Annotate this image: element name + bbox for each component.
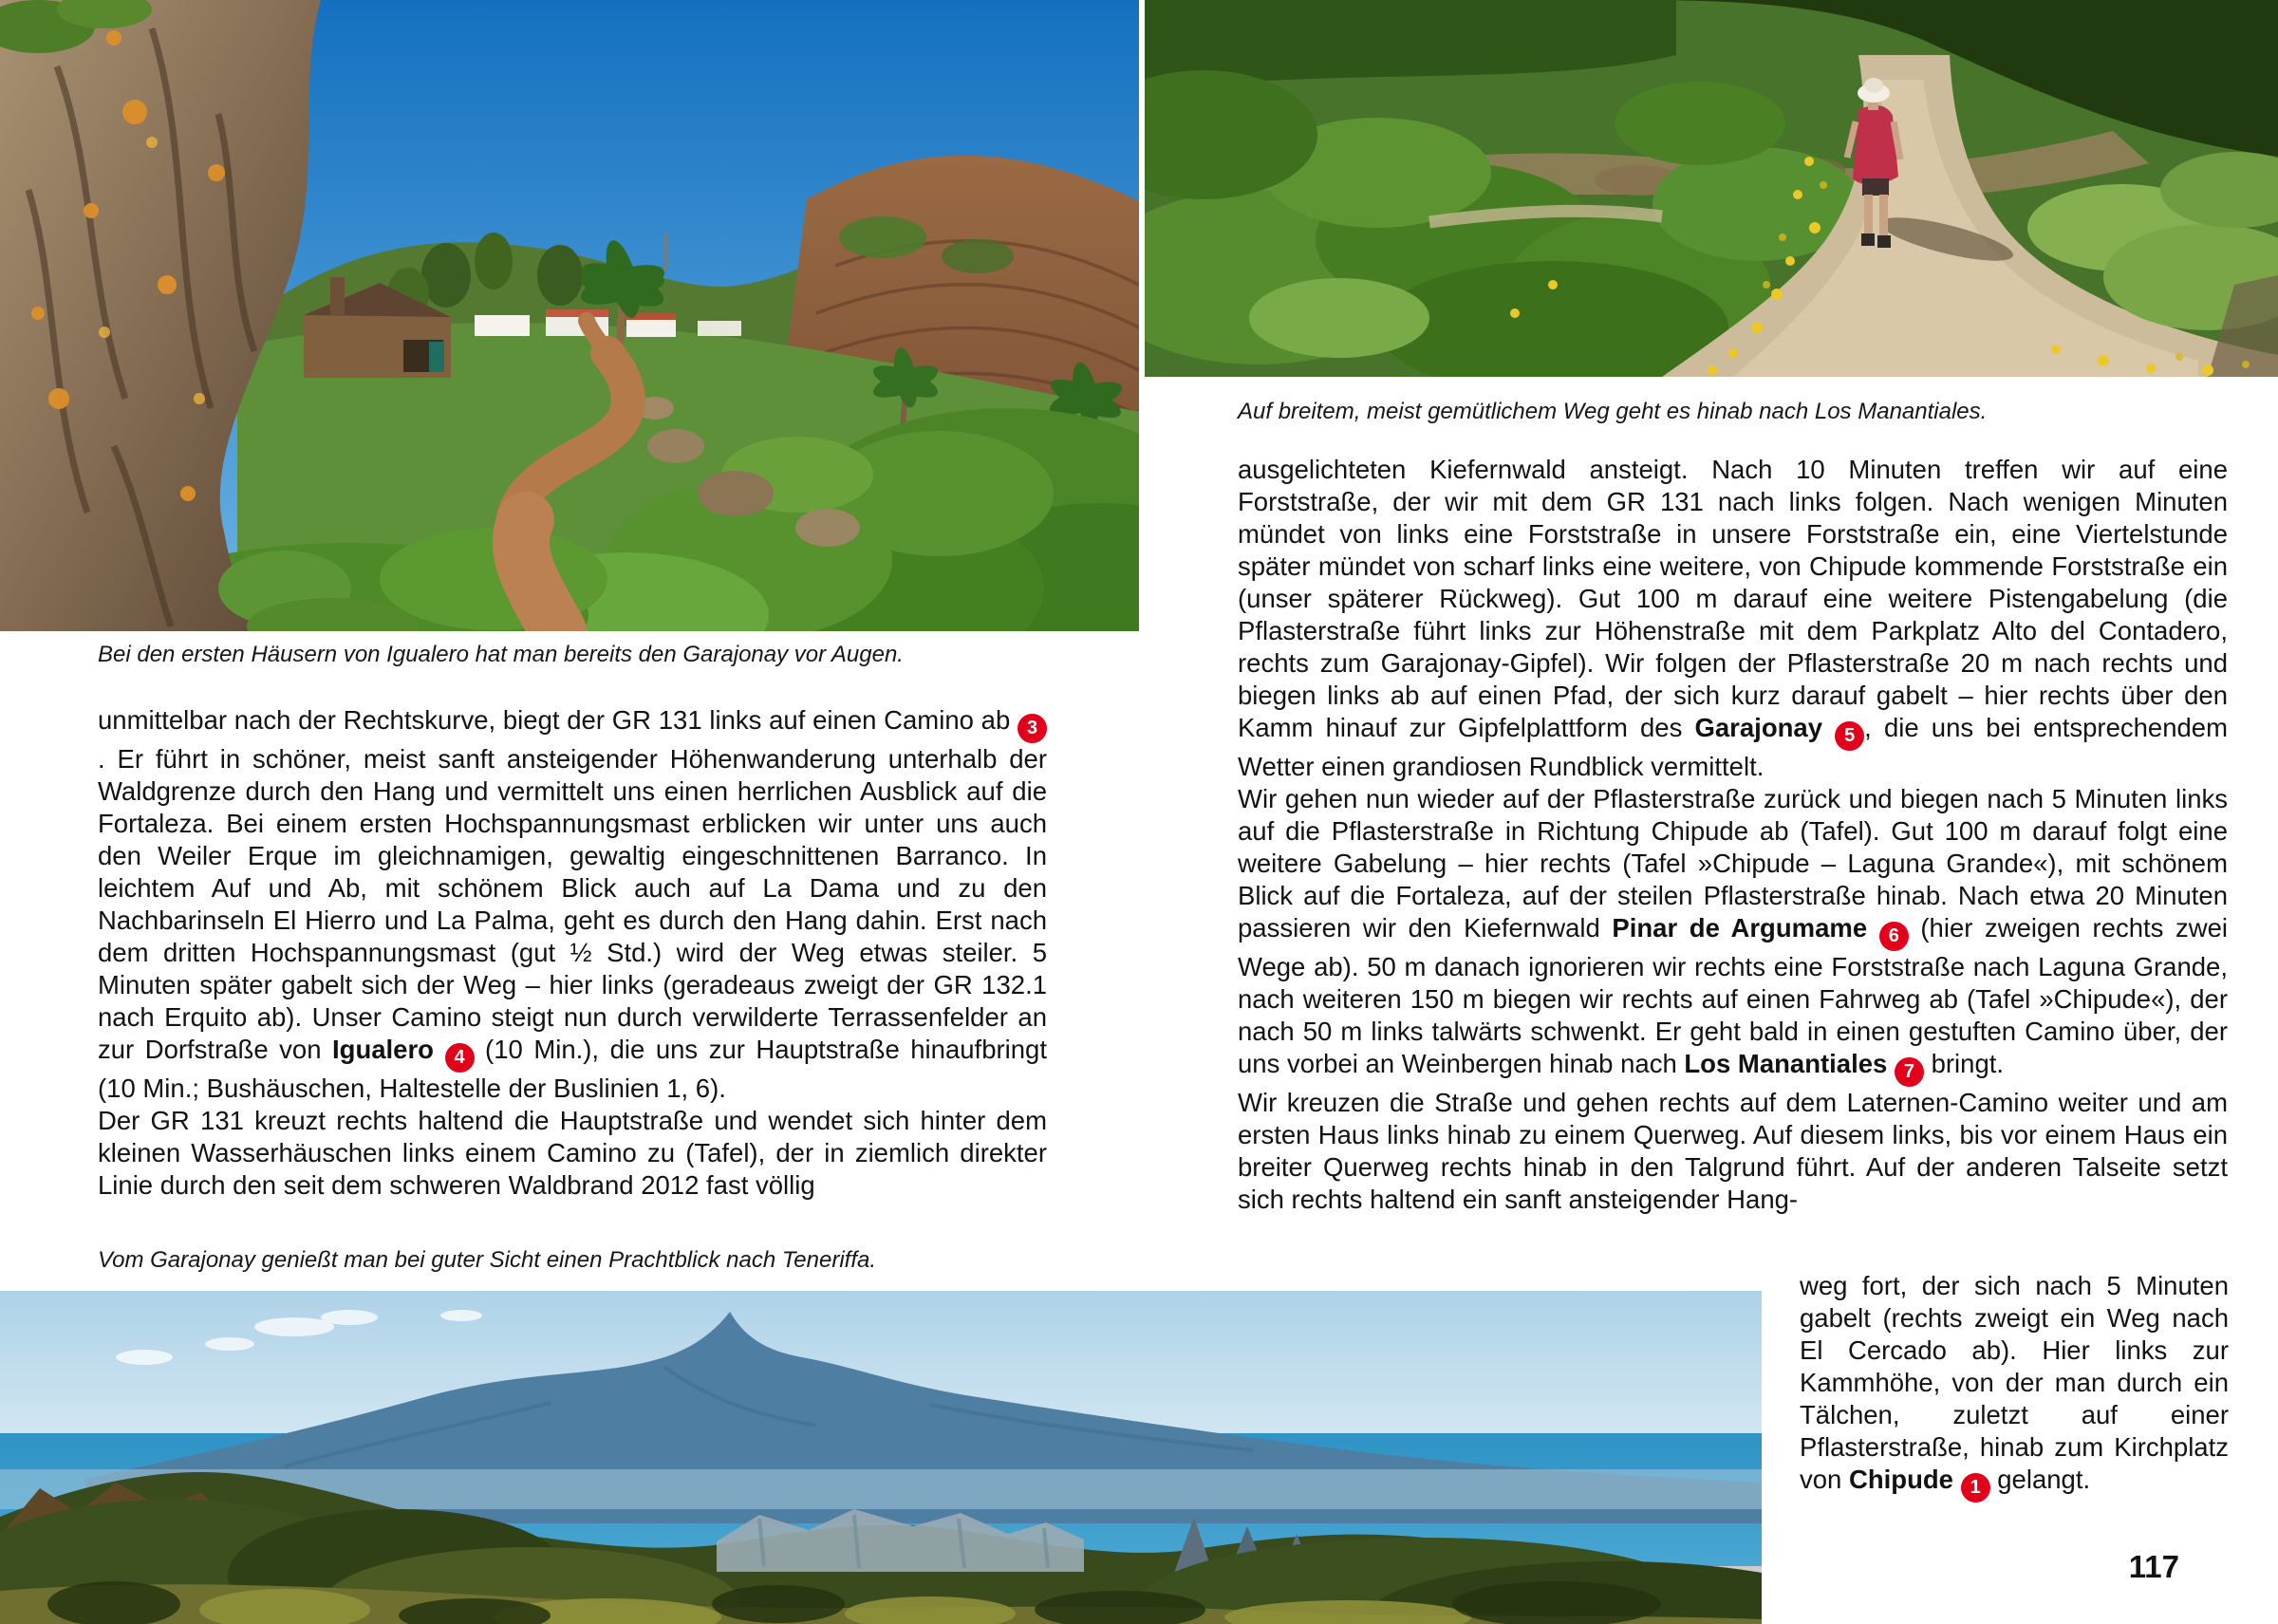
route-point-badge-7: 7 [1895,1057,1924,1087]
paragraph: Der GR 131 kreuzt rechts haltend die Hauptstraße und wendet sich hinter dem kleinen Wasserhäuschen links einem Camino zu (Tafel), der in ziemlich direkter Linie durch den seit dem schweren Waldbrand 2012 fast völlig [98,1106,1047,1200]
page-number: 117 [2128,1549,2179,1584]
photo-igualero-trail [0,0,1139,631]
place-name-bold: Garajonay [1694,713,1823,742]
paragraph: weg fort, der sich nach 5 Minuten gabelt (rechts zweigt ein Weg nach El Cercado ab). Hier links zur Kammhöhe, von der man durch ein Tälchen, zuletzt auf einer Pflasterstraße, hinab zum Kirchplatz von Chipude 1 gelangt. [1800,1270,2229,1503]
route-point-badge-1: 1 [1961,1473,1990,1503]
caption-igualero: Bei den ersten Häusern von Igualero hat man bereits den Garajonay vor Augen. [98,642,904,667]
place-name-bold: Chipude [1848,1465,1953,1494]
photo-teide-panorama [0,1291,1762,1624]
photo-los-manantiales-path [1145,0,2278,377]
wrap-column [1800,1270,2229,1503]
right-column [1238,454,2228,1216]
caption-los-manantiales: Auf breitem, meist gemütlichem Weg geht es hinab nach Los Manantiales. [1238,399,1988,424]
place-name-bold: Pinar de Argumame [1612,913,1868,943]
place-name-bold: Igualero [332,1035,434,1064]
paragraph: Wir gehen nun wieder auf der Pflasterstraße zurück und biegen nach 5 Minuten links auf die Pflasterstraße in Richtung Chipude ab (Tafel). Gut 100 m darauf folgt eine weitere Gabelung – hier rechts (Tafel »Chipude – Laguna Grande«), mit schönem Blick auf die Fortaleza, auf der steilen Pflasterstraße hinab. Nach etwa 20 Minuten passieren wir den Kiefernwald Pinar de Argumame 6 (hier zweigen rechts zwei Wege ab). 50 m danach ignorieren wir rechts eine Forststraße nach Laguna Grande, nach weiteren 150 m biegen wir rechts auf einen Fahrweg ab (Tafel »Chipude«), der nach 50 m links talwärts schwenkt. Er geht bald in einen gestuften Camino über, der uns vorbei an Weinbergen hinab nach Los Manantiales 7 bringt. [1238,783,2228,1087]
photo-los-manantiales-path-art [1145,0,2278,377]
route-point-badge-6: 6 [1879,922,1909,951]
left-column [98,704,1047,1202]
photo-teide-panorama-art [0,1291,1762,1624]
route-point-badge-4: 4 [445,1043,475,1073]
paragraph: ausgelichteten Kiefernwald ansteigt. Nach 10 Minuten treffen wir auf eine Forststraße, der wir mit dem GR 131 nach links folgen. Nach wenigen Minuten mündet von links eine Forststraße in unsere Forststraße ein, eine Viertelstunde später mündet von scharf links eine weitere, von Chipude kommende Forststraße ein (unser späterer Rückweg). Gut 100 m darauf eine weitere Pistengabelung (die Pflasterstraße führt links zur Höhenstraße mit dem Parkplatz Alto del Contadero, rechts zum Garajonay-Gipfel). Wir folgen der Pflasterstraße 20 m nach rechts und biegen links ab auf einen Pfad, der sich kurz darauf gabelt – hier rechts über den Kamm hinauf zur Gipfelplattform des Garajonay 5 , die uns bei entsprechendem Wetter einen grandiosen Rundblick vermittelt. [1238,455,2228,781]
paragraph: Wir kreuzen die Straße und gehen rechts auf dem Laternen-Camino weiter und am ersten Haus links hinab zu einem Querweg. Auf diesem links, bis vor einem Haus ein breiter Querweg rechts hinab in den Talgrund führt. Auf der anderen Talseite setzt sich rechts haltend ein sanft ansteigender Hang- [1238,1088,2228,1214]
paragraph: unmittelbar nach der Rechtskurve, biegt der GR 131 links auf einen Camino ab 3. Er führt in schöner, meist sanft ansteigender Höhenwanderung unterhalb der Waldgrenze durch den Hang und vermittelt uns einen herrlichen Ausblick auf die Fortaleza. Bei einem ersten Hochspannungsmast erblicken wir unter uns auch den Weiler Erque im gleichnamigen, gewaltig eingeschnittenen Barranco. In leichtem Auf und Ab, mit schönem Blick auch auf La Dama und zu den Nachbarinseln El Hierro und La Palma, geht es durch den Hang dahin. Erst nach dem dritten Hochspannungsmast (gut ½ Std.) wird der Weg etwas steiler. 5 Minuten später gabelt sich der Weg – hier links (geradeaus zweigt der GR 132.1 nach Erquito ab). Unser Camino steigt nun durch verwilderte Terrassenfelder an zur Dorfstraße von Igualero 4 (10 Min.), die uns zur Hauptstraße hinaufbringt (10 Min.; Bushäuschen, Haltestelle der Buslinien 1, 6). [98,705,1047,1103]
route-point-badge-5: 5 [1835,721,1864,751]
photo-igualero-trail-art [0,0,1139,631]
place-name-bold: Los Manantiales [1684,1049,1888,1078]
route-point-badge-3: 3 [1018,714,1047,743]
caption-teneriffa: Vom Garajonay genießt man bei guter Sicht einen Prachtblick nach Teneriffa. [98,1247,877,1273]
